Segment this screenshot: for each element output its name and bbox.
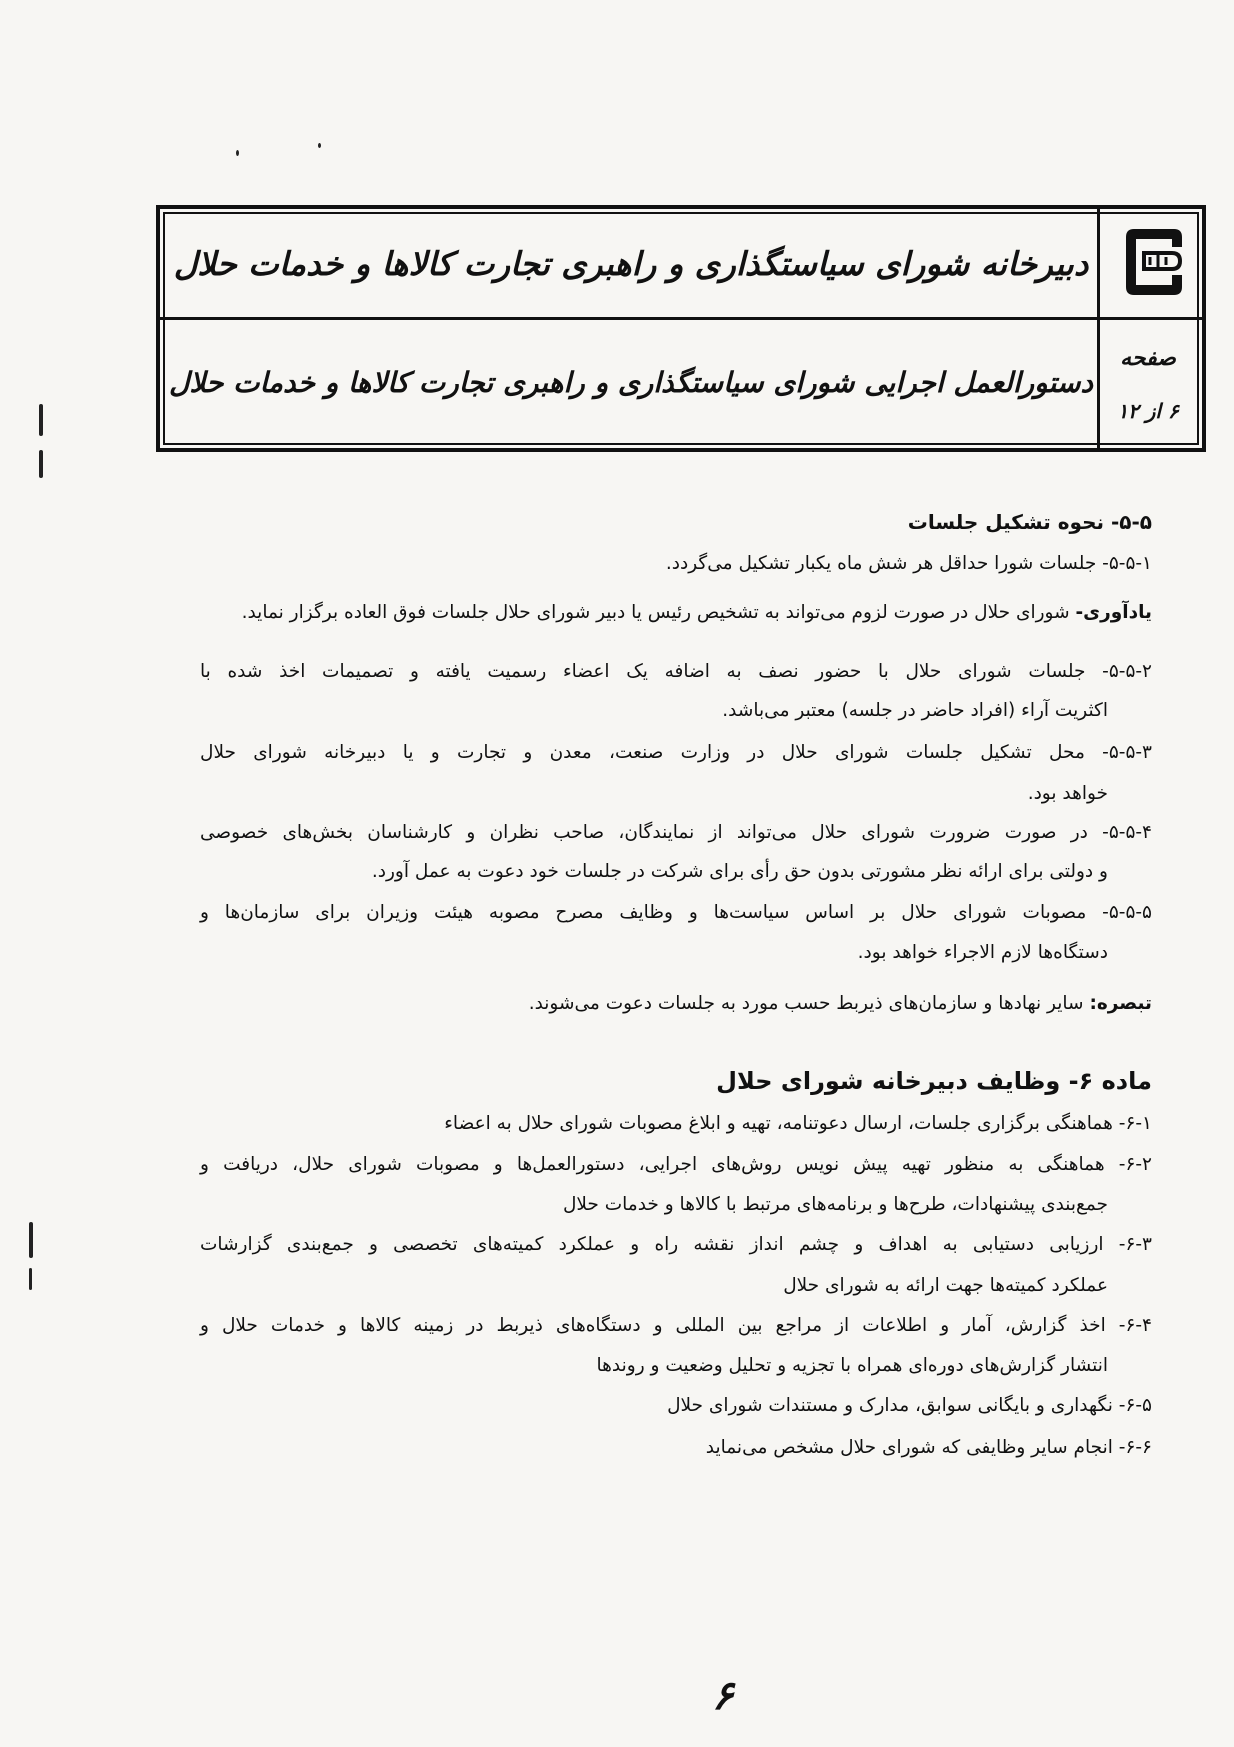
header-subtitle: دستورالعمل اجرایی شورای سیاستگذاری و راهبری تجارت کالاها و خدمات حلال — [169, 366, 1093, 399]
header-title-row — [160, 209, 1202, 320]
note-label: تبصره: — [1089, 993, 1152, 1014]
paragraph: ۶-۱- هماهنگی برگزاری جلسات، ارسال دعوتنامه، تهیه و ابلاغ مصوبات شورای حلال به اعضاء — [444, 1113, 1152, 1134]
page-info-cell — [1097, 317, 1202, 448]
scan-speck — [236, 150, 239, 156]
logo-cell — [1097, 209, 1202, 317]
paragraph: ۶-۶- انجام سایر وظایفی که شورای حلال مشخص می‌نماید — [705, 1437, 1152, 1458]
scan-speck — [29, 1268, 32, 1290]
paragraph: ۵-۵-۳- محل تشکیل جلسات شورای حلال در وزارت صنعت، معدن و تجارت و یا دبیرخانه شورای حلال — [200, 742, 1152, 763]
header-title: دبیرخانه شورای سیاستگذاری و راهبری تجارت کالاها و خدمات حلال — [173, 243, 1089, 283]
paragraph: ۶-۲- هماهنگی به منظور تهیه پیش نویس روش‌های اجرایی، دستورالعمل‌ها و مصوبات شورای حلال، دریافت و — [200, 1154, 1152, 1175]
scan-speck — [29, 1222, 33, 1258]
paragraph: ۵-۵-۲- جلسات شورای حلال با حضور نصف به اضافه یک اعضاء رسمیت یافته و تصمیمات اخذ شده با — [200, 661, 1152, 682]
paragraph: ۵-۵-۱- جلسات شورا حداقل هر شش ماه یکبار تشکیل می‌گردد. — [665, 553, 1152, 574]
paragraph-continuation: دستگاه‌ها لازم الاجراء خواهد بود. — [857, 942, 1108, 963]
reminder-text: شورای حلال در صورت لزوم می‌تواند به تشخیص رئیس یا دبیر شورای حلال جلسات فوق العاده برگزار نماید. — [241, 602, 1076, 623]
paragraph-continuation: انتشار گزارش‌های دوره‌ای همراه با تجزیه و تحلیل وضعیت و روندها — [596, 1355, 1108, 1376]
paragraph: ۶-۳- ارزیابی دستیابی به اهداف و چشم انداز نقشه راه و عملکرد کمیته‌های تخصصی و جمع‌بندی گزارشات — [200, 1234, 1152, 1255]
paragraph-continuation: اکثریت آراء (افراد حاضر در جلسه) معتبر می‌باشد. — [722, 700, 1108, 721]
paragraph: ۶-۵- نگهداری و بایگانی سوابق، مدارک و مستندات شورای حلال — [667, 1395, 1152, 1416]
page-of-count: ۶ از ۱۲ — [1117, 399, 1179, 423]
scan-speck — [39, 450, 43, 478]
page-label: صفحه — [1120, 345, 1176, 371]
scan-speck — [318, 143, 321, 148]
note-paragraph — [200, 989, 1152, 1019]
scan-speck — [39, 404, 43, 436]
paragraph: ۵-۵-۵- مصوبات شورای حلال بر اساس سیاست‌ها و وظایف مصرح مصوبه هیئت وزیران برای سازمان‌ها و — [200, 902, 1152, 923]
paragraph-continuation: عملکرد کمیته‌ها جهت ارائه به شورای حلال — [783, 1275, 1108, 1296]
paragraph-continuation: جمع‌بندی پیشنهادات، طرح‌ها و برنامه‌های مرتبط با کالاها و خدمات حلال — [562, 1194, 1108, 1215]
page-number: ۶ — [712, 1672, 734, 1719]
paragraph-continuation: خواهد بود. — [1027, 783, 1108, 804]
reminder-paragraph — [200, 598, 1152, 628]
header-subtitle-row — [160, 317, 1202, 448]
halal-logo-icon — [1100, 209, 1205, 314]
document-header — [156, 205, 1206, 452]
reminder-label: یادآوری- — [1075, 602, 1152, 623]
article-heading: ماده ۶- وظایف دبیرخانه شورای حلال — [716, 1067, 1152, 1095]
paragraph-continuation: و دولتی برای ارائه نظر مشورتی بدون حق رأی برای شرکت در جلسات خود دعوت به عمل آورد. — [371, 861, 1108, 882]
paragraph: ۵-۵-۴- در صورت ضرورت شورای حلال می‌تواند از نمایندگان، صاحب نظران و کارشناسان بخش‌های خصوصی — [200, 822, 1152, 843]
paragraph: ۶-۴- اخذ گزارش، آمار و اطلاعات از مراجع بین المللی و دستگاه‌های ذیربط در زمینه کالاها و خدمات حلال و — [200, 1315, 1152, 1336]
note-text: سایر نهادها و سازمان‌های ذیربط حسب مورد به جلسات دعوت می‌شوند. — [528, 993, 1090, 1014]
section-heading: ۵-۵- نحوه تشکیل جلسات — [907, 510, 1152, 534]
